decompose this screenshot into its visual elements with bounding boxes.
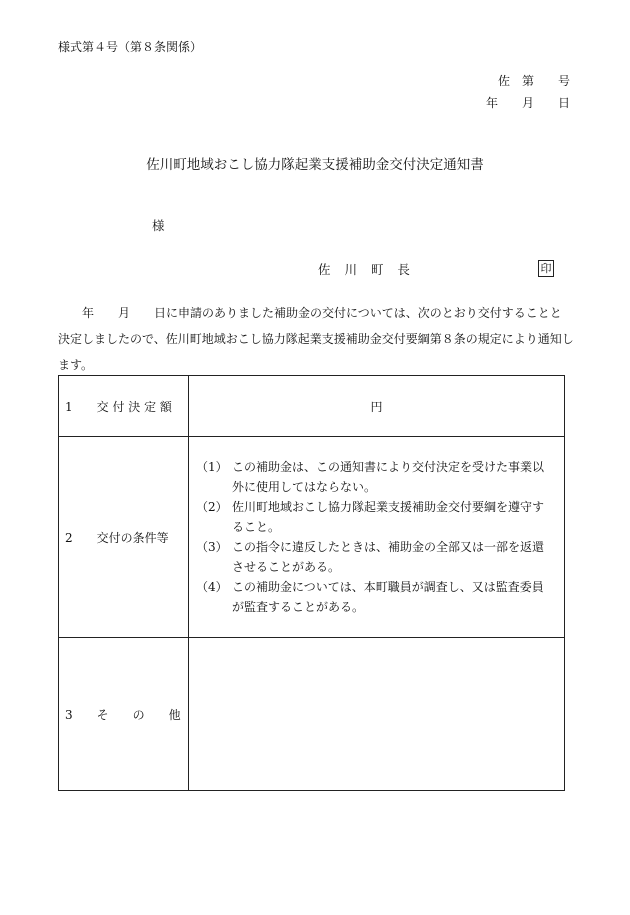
table-row-conditions xyxy=(59,437,565,638)
condition-number: （1） xyxy=(196,460,228,474)
conditions-label: 2 交付の条件等 xyxy=(59,437,189,638)
form-number: 様式第４号（第８条関係） xyxy=(58,40,203,54)
date-line: 年 月 日 xyxy=(485,96,570,110)
document-number-line: 佐 第 号 xyxy=(497,74,570,88)
amount-value: 円 xyxy=(189,376,565,437)
table-row-amount xyxy=(59,376,565,437)
condition-number: （4） xyxy=(196,580,228,594)
body-line: ます。 xyxy=(58,358,94,372)
condition-text: この指令に違反したときは、補助金の全部又は一部を返還させることがある。 xyxy=(232,540,545,574)
condition-text: 佐川町地域おこし協力隊起業支援補助金交付要綱を遵守すること。 xyxy=(232,500,545,534)
condition-text: この補助金については、本町職員が調査し、又は監査委員が監査することがある。 xyxy=(232,580,544,614)
condition-item xyxy=(196,577,553,617)
issuer-name: 佐 川 町 長 xyxy=(318,262,415,277)
table-row-other xyxy=(59,638,565,791)
body-line: 年 月 日に申請のありました補助金の交付については、次のとおり交付することと xyxy=(58,306,562,320)
other-value xyxy=(189,638,565,791)
conditions-list xyxy=(190,457,563,617)
notice-body xyxy=(58,300,573,378)
condition-item xyxy=(196,497,553,537)
addressee-suffix: 様 xyxy=(152,218,165,233)
seal-mark: 印 xyxy=(538,260,554,277)
amount-label: 1 交 付 決 定 額 xyxy=(59,376,189,437)
condition-number: （2） xyxy=(196,500,228,514)
condition-item xyxy=(196,457,553,497)
condition-item xyxy=(196,537,553,577)
document-title: 佐川町地域おこし協力隊起業支援補助金交付決定通知書 xyxy=(146,157,484,173)
condition-number: （3） xyxy=(196,540,228,554)
condition-text: この補助金は、この通知書により交付決定を受けた事業以外に使用してはならない。 xyxy=(232,460,545,494)
other-label: 3 そ の 他 xyxy=(59,638,189,791)
decision-table xyxy=(58,375,565,791)
conditions-cell xyxy=(189,437,565,638)
body-line: 決定しましたので、佐川町地域おこし協力隊起業支援補助金交付要綱第８条の規定により通知し xyxy=(58,332,574,346)
reference-block xyxy=(486,70,570,114)
